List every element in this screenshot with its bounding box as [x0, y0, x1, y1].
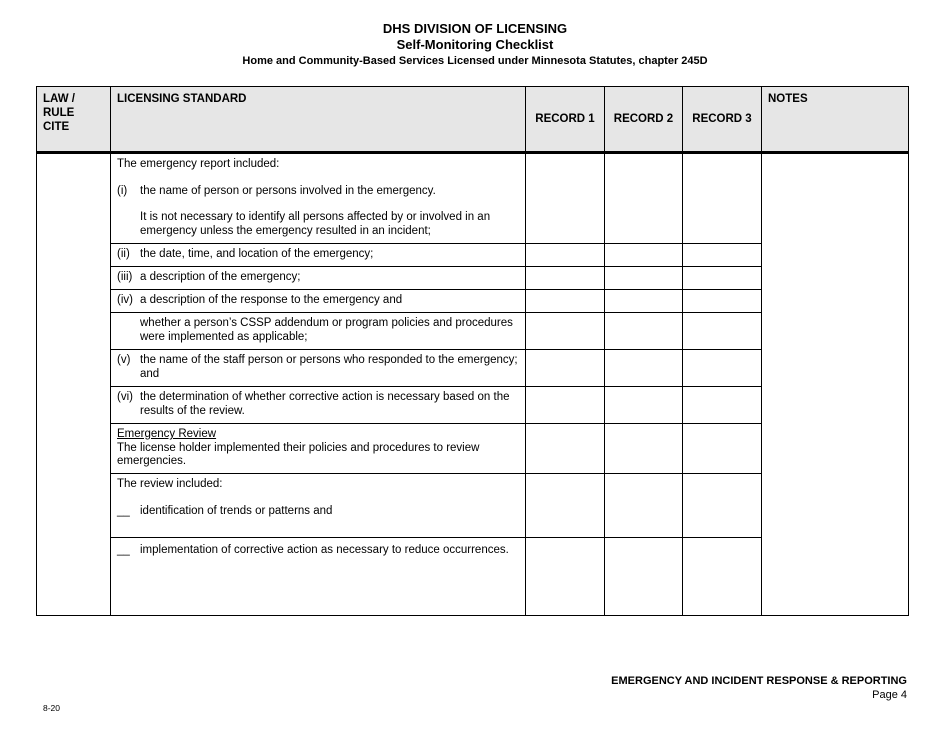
standard-cell [111, 474, 526, 538]
notes-cell[interactable] [762, 153, 909, 616]
emergency-review-heading: Emergency Review [117, 428, 217, 440]
standard-cell [111, 290, 526, 313]
record-1-cell[interactable] [526, 290, 605, 313]
header-notes: NOTES [762, 87, 909, 153]
header-record-3: RECORD 3 [683, 87, 762, 153]
standard-cell [111, 424, 526, 474]
checklist-table [36, 86, 909, 616]
item-label: (vi) [117, 391, 133, 403]
document-subtitle: Self-Monitoring Checklist [396, 37, 554, 52]
record-1-cell[interactable] [526, 474, 605, 538]
standard-cell [111, 244, 526, 267]
standard-cell [111, 153, 526, 244]
item-label: (i) [117, 184, 128, 197]
record-1-cell[interactable] [526, 424, 605, 474]
item-label: (ii) [117, 248, 130, 260]
standard-cell [111, 313, 526, 350]
item-text: the determination of whether corrective action is necessary based on the results of the review. [140, 391, 510, 417]
document-title: DHS DIVISION OF LICENSING [382, 21, 568, 36]
record-2-cell[interactable] [605, 474, 683, 538]
record-3-cell[interactable] [683, 153, 762, 244]
item-label: (v) [117, 354, 131, 366]
item-text: The license holder implemented their policies and procedures to review emergencies. [117, 441, 480, 467]
checkbox-blank[interactable]: __ [117, 504, 130, 517]
record-2-cell[interactable] [605, 290, 683, 313]
record-3-cell[interactable] [683, 474, 762, 538]
record-3-cell[interactable] [683, 313, 762, 350]
record-1-cell[interactable] [526, 153, 605, 244]
footer-version: 8-20 [43, 703, 61, 713]
record-1-cell[interactable] [526, 267, 605, 290]
record-2-cell[interactable] [605, 350, 683, 387]
record-3-cell[interactable] [683, 244, 762, 267]
standard-cell [111, 387, 526, 424]
record-1-cell[interactable] [526, 538, 605, 616]
item-note: It is not necessary to identify all persons affected by or involved in an emergency unless the emergency resulted in an incident; [140, 211, 491, 237]
record-3-cell[interactable] [683, 267, 762, 290]
item-text: identification of trends or patterns and [140, 504, 333, 517]
footer-page-number: Page 4 [872, 689, 907, 701]
item-label: (iv) [117, 294, 133, 306]
record-3-cell[interactable] [683, 290, 762, 313]
record-1-cell[interactable] [526, 387, 605, 424]
item-label: (iii) [117, 271, 133, 283]
header-standard: LICENSING STANDARD [111, 87, 526, 153]
footer-section-title: EMERGENCY AND INCIDENT RESPONSE & REPORTING [611, 675, 907, 687]
record-2-cell[interactable] [605, 267, 683, 290]
document-description: Home and Community-Based Services Licensed under Minnesota Statutes, chapter 245D [242, 55, 708, 67]
report-intro: The emergency report included: [117, 158, 280, 170]
item-text: the name of person or persons involved in the emergency. [140, 184, 436, 197]
cite-cell [37, 153, 111, 616]
standard-cell [111, 267, 526, 290]
record-1-cell[interactable] [526, 313, 605, 350]
record-2-cell[interactable] [605, 153, 683, 244]
record-1-cell[interactable] [526, 244, 605, 267]
record-3-cell[interactable] [683, 538, 762, 616]
checkbox-blank[interactable]: __ [117, 544, 130, 556]
record-1-cell[interactable] [526, 350, 605, 387]
record-3-cell[interactable] [683, 387, 762, 424]
item-text: implementation of corrective action as necessary to reduce occurrences. [140, 544, 509, 556]
record-2-cell[interactable] [605, 244, 683, 267]
item-text: whether a person’s CSSP addendum or program policies and procedures were implemented as applicable; [140, 317, 513, 343]
header-record-1: RECORD 1 [526, 87, 605, 153]
item-text: the name of the staff person or persons who responded to the emergency; and [140, 354, 518, 380]
record-2-cell[interactable] [605, 313, 683, 350]
standard-cell [111, 350, 526, 387]
record-2-cell[interactable] [605, 538, 683, 616]
record-2-cell[interactable] [605, 424, 683, 474]
item-text: the date, time, and location of the emergency; [140, 248, 374, 260]
record-3-cell[interactable] [683, 424, 762, 474]
header-cite: LAW / RULE CITE [37, 87, 111, 153]
item-text: a description of the response to the emergency and [140, 294, 403, 306]
standard-cell [111, 538, 526, 616]
review-intro: The review included: [117, 478, 223, 490]
table-header-row [37, 87, 909, 153]
item-text: a description of the emergency; [140, 271, 301, 283]
table-row [37, 153, 909, 244]
header-record-2: RECORD 2 [605, 87, 683, 153]
record-3-cell[interactable] [683, 350, 762, 387]
record-2-cell[interactable] [605, 387, 683, 424]
